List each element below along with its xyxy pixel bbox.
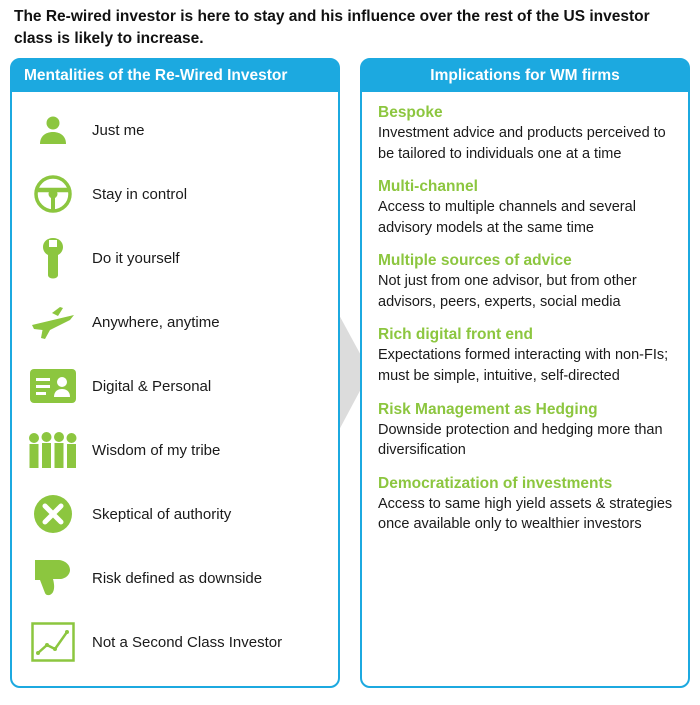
list-item-body: Access to same high yield assets & strategies once available only to wealthier investors: [378, 495, 673, 533]
list-item[interactable]: [12, 546, 338, 610]
list-item[interactable]: [12, 226, 338, 290]
list-item[interactable]: [12, 610, 338, 674]
list-item-label: Stay in control: [92, 185, 188, 203]
list-item-label: Risk defined as downside: [92, 569, 263, 587]
list-item[interactable]: [12, 482, 338, 546]
list-item-title: Multi-channel: [378, 178, 478, 196]
list-item[interactable]: [12, 162, 338, 226]
list-item: [378, 326, 674, 386]
thumbs-down-icon: [22, 558, 84, 598]
list-item: [378, 252, 674, 312]
list-item-title: Bespoke: [378, 104, 443, 121]
id-card-icon: [22, 368, 84, 404]
list-item-label: Not a Second Class Investor: [92, 633, 283, 651]
list-item-title: Multiple sources of advice: [378, 252, 572, 270]
line-chart-icon: [22, 622, 84, 662]
airplane-icon: [22, 303, 84, 341]
mentalities-panel: [10, 58, 340, 688]
list-item-body: Downside protection and hedging more than diversification: [378, 421, 663, 459]
page-title: The Re-wired investor is here to stay and his influence over the rest of the US investor class is likely to increase.: [14, 8, 650, 48]
list-item[interactable]: [12, 290, 338, 354]
list-item[interactable]: [12, 354, 338, 418]
list-item: [378, 475, 674, 535]
implications-list: [362, 92, 688, 535]
mentalities-list: [12, 92, 338, 674]
list-item-body: Expectations formed interacting with non-FIs; must be simple, intuitive, self-directed: [378, 347, 669, 385]
list-item[interactable]: [12, 418, 338, 482]
mentalities-panel-title: Mentalities of the Re-Wired Investor: [12, 60, 338, 92]
wrench-icon: [22, 237, 84, 279]
implications-panel-title: Implications for WM firms: [362, 60, 688, 92]
list-item-title: Rich digital front end: [378, 326, 533, 344]
list-item: [378, 104, 674, 164]
list-item-body: Access to multiple channels and several advisory models at the same time: [378, 199, 636, 236]
list-item-label: Do it yourself: [92, 249, 180, 267]
list-item-body: Investment advice and products perceived to be tailored to individuals one at a time: [378, 125, 666, 162]
list-item-title: Democratization of investments: [378, 474, 613, 492]
list-item: [378, 178, 674, 238]
implications-panel: [360, 58, 690, 688]
x-circle-icon: [22, 494, 84, 534]
list-item[interactable]: [12, 98, 338, 162]
list-item-label: Wisdom of my tribe: [92, 441, 221, 459]
list-item-body: Not just from one advisor, but from other advisors, peers, experts, social media: [378, 273, 637, 310]
list-item-label: Anywhere, anytime: [92, 313, 220, 331]
list-item-label: Skeptical of authority: [92, 505, 232, 523]
group-of-people-icon: [22, 431, 84, 469]
list-item-label: Just me: [92, 121, 145, 139]
list-item-label: Digital & Personal: [92, 377, 212, 395]
list-item-title: Risk Management as Hedging: [378, 400, 598, 418]
steering-wheel-icon: [22, 174, 84, 214]
person-icon: [22, 113, 84, 147]
list-item: [378, 401, 674, 461]
